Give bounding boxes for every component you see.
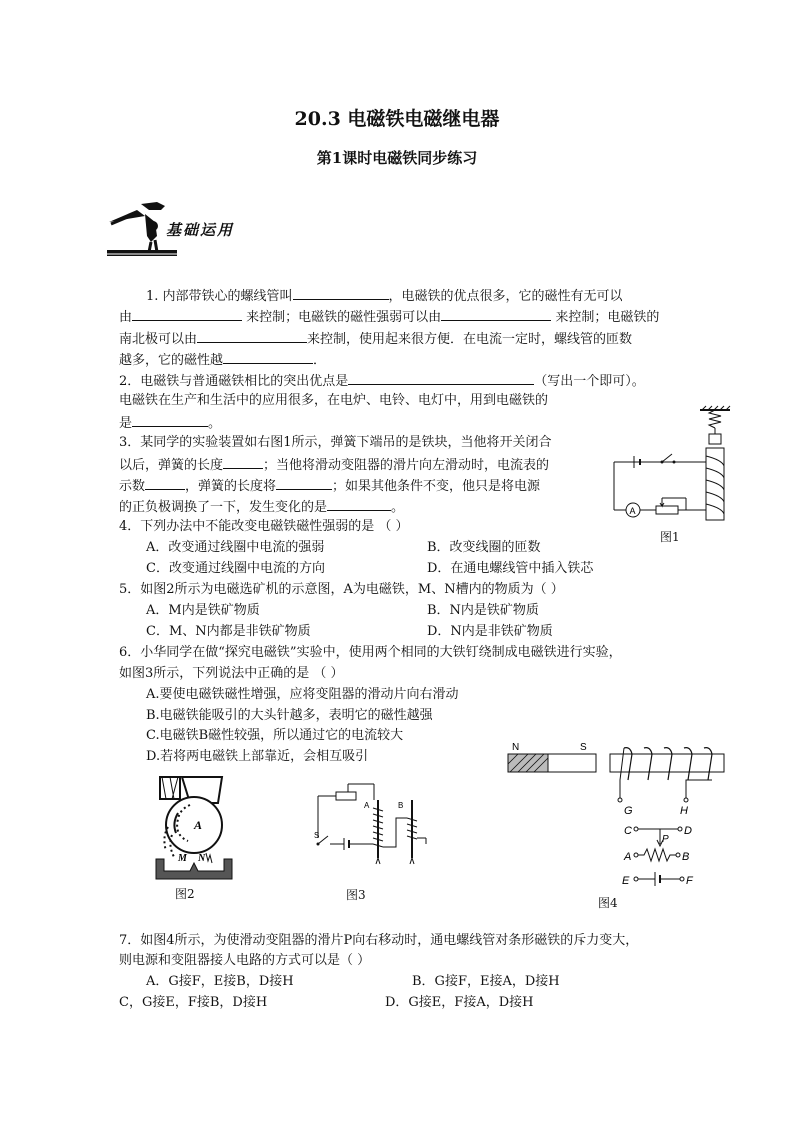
answer-blank bbox=[293, 286, 389, 300]
q2-text: 是 bbox=[119, 416, 133, 431]
q7-option-a: A．G接F，E接B，D接H bbox=[146, 974, 294, 989]
q3-text: ；如果其他条件不变，他只是将电源 bbox=[332, 479, 541, 494]
q3-text: 的正负极调换了一下，发生变化的是 bbox=[119, 500, 328, 515]
q3-line4 bbox=[119, 497, 404, 517]
q1-text: 由 bbox=[119, 310, 133, 325]
q6-line1: 6．小华同学在做“探究电磁铁”实验中，使用两个相同的大铁钉绕制成电磁铁进行实验， bbox=[119, 645, 622, 660]
answer-blank bbox=[348, 371, 534, 385]
fig4-label-p: P bbox=[662, 834, 669, 845]
q1-line3 bbox=[119, 329, 632, 349]
q7-option-b: B．G接F，E接A，D接H bbox=[412, 974, 560, 989]
fig4-label-a: A bbox=[624, 851, 632, 863]
q3-line3 bbox=[119, 476, 540, 496]
q5-option-c: C．M、N内都是非铁矿物质 bbox=[146, 624, 311, 639]
answer-blank bbox=[132, 307, 242, 321]
figure-3-caption: 图3 bbox=[346, 888, 366, 902]
q3-line2 bbox=[119, 455, 549, 475]
fig3-label-s: S bbox=[314, 831, 320, 840]
figure-2-caption: 图2 bbox=[175, 887, 195, 901]
fig4-label-s: S bbox=[580, 742, 587, 753]
answer-blank bbox=[327, 497, 391, 511]
q3-text: ；当他将滑动变阻器的滑片向左滑动时，电流表的 bbox=[263, 458, 550, 473]
answer-blank bbox=[145, 476, 185, 490]
figure-1-circuit bbox=[600, 408, 740, 526]
fig1-ammeter-label: A bbox=[629, 506, 636, 516]
q1-line2 bbox=[119, 307, 659, 327]
figure-1-caption: 图1 bbox=[660, 530, 680, 544]
q7-line2: 则电源和变阻器接人电路的方式可以是（ ） bbox=[119, 953, 371, 968]
q7-option-c: C，G接E，F接B，D接H bbox=[119, 995, 268, 1010]
q7-option-d: D．G接E，F接A，D接H bbox=[385, 995, 534, 1010]
q3-line1: 3．某同学的实验装置如右图1所示，弹簧下端吊的是铁块，当他将开关闭合 bbox=[119, 435, 552, 450]
q1-text: ，电磁铁的优点很多，它的磁性有无可以 bbox=[388, 289, 623, 304]
q6-option-a: A.要使电磁铁磁性增强，应将变阻器的滑动片向右滑动 bbox=[146, 687, 459, 702]
q6-line2: 如图3所示，下列说法中正确的是 （ ） bbox=[119, 666, 344, 681]
fig2-label-a: A bbox=[194, 818, 203, 832]
fig4-label-f: F bbox=[686, 875, 693, 887]
q5-stem: 5．如图2所示为电磁选矿机的示意图，A为电磁铁，M、N槽内的物质为（ ） bbox=[119, 582, 564, 597]
fig4-label-h: H bbox=[680, 805, 688, 817]
answer-blank bbox=[223, 455, 263, 469]
q4-stem: 4．下列办法中不能改变电磁铁磁性强弱的是 （ ） bbox=[119, 519, 409, 534]
answer-blank bbox=[197, 329, 307, 343]
q6-option-d: D.若将两电磁铁上部靠近，会相互吸引 bbox=[146, 749, 369, 764]
page-title: 20.3 电磁铁电磁继电器 bbox=[294, 108, 500, 130]
q5-option-b: B．N内是铁矿物质 bbox=[427, 603, 539, 618]
q2-line3 bbox=[119, 413, 221, 433]
figure-3-circuit bbox=[306, 778, 436, 882]
q1-line4 bbox=[119, 350, 326, 370]
q2-text: 2．电磁铁与普通磁铁相比的突出优点是 bbox=[119, 374, 349, 389]
q4-option-a: A．改变通过线圈中电流的强弱 bbox=[146, 540, 325, 555]
q1-text: ． bbox=[313, 353, 327, 368]
q1-text: 越多，它的磁性越 bbox=[119, 353, 224, 368]
figure-4-circuit bbox=[500, 740, 740, 890]
q6-option-b: B.电磁铁能吸引的大头针越多，表明它的磁性越强 bbox=[146, 708, 433, 723]
fig4-label-e: E bbox=[622, 875, 630, 887]
q1-text: 来控制，使用起来很方便．在电流一定时，螺线管的匝数 bbox=[307, 332, 633, 347]
q2-line2: 电磁铁在生产和生活中的应用很多，在电炉、电铃、电灯中，用到电磁铁的 bbox=[119, 393, 549, 408]
section-badge: 基础运用 bbox=[166, 221, 235, 239]
q2-text: （写出一个即可）。 bbox=[534, 374, 645, 389]
fig4-label-n: N bbox=[512, 742, 520, 753]
figure-2-separator bbox=[150, 775, 238, 883]
q5-option-a: A．M内是铁矿物质 bbox=[146, 603, 260, 618]
answer-blank bbox=[276, 476, 332, 490]
q3-text: 以后，弹簧的长度 bbox=[119, 458, 224, 473]
answer-blank bbox=[132, 413, 208, 427]
fig2-label-m: M bbox=[178, 853, 187, 864]
answer-blank bbox=[223, 350, 313, 364]
q2-text: 。 bbox=[208, 416, 222, 431]
fig4-label-c: C bbox=[624, 825, 632, 837]
q3-text: 。 bbox=[391, 500, 405, 515]
q2-line1 bbox=[119, 371, 645, 391]
q5-option-d: D．N内是非铁矿物质 bbox=[427, 624, 553, 639]
q4-option-d: D．在通电螺线管中插入铁芯 bbox=[427, 561, 594, 576]
figure-4-caption: 图4 bbox=[598, 896, 618, 910]
q4-option-c: C．改变通过线圈中电流的方向 bbox=[146, 561, 325, 576]
fig3-label-b: B bbox=[398, 801, 404, 810]
fig3-label-a: A bbox=[364, 801, 370, 810]
fig4-label-d: D bbox=[684, 825, 692, 837]
page-subtitle: 第1课时电磁铁同步练习 bbox=[316, 149, 478, 167]
q1-text: 南北极可以由 bbox=[119, 332, 198, 347]
q7-line1: 7．如图4所示，为使滑动变阻器的滑片P向右移动时，通电螺线管对条形磁铁的斥力变大， bbox=[119, 933, 639, 948]
fig2-label-n: N bbox=[198, 853, 206, 864]
q3-text: 示数 bbox=[119, 479, 146, 494]
q1-text: 来控制；电磁铁的磁性强弱可以由 bbox=[246, 310, 442, 325]
fig4-label-b: B bbox=[682, 851, 690, 863]
q3-text: ，弹簧的长度将 bbox=[185, 479, 277, 494]
q1-text: 1. 内部带铁心的螺线管叫 bbox=[146, 289, 293, 304]
q1-line1 bbox=[146, 286, 623, 306]
q4-option-b: B．改变线圈的匝数 bbox=[427, 540, 541, 555]
q1-text: 来控制；电磁铁的 bbox=[555, 310, 660, 325]
fig4-label-g: G bbox=[624, 805, 633, 817]
answer-blank bbox=[441, 307, 551, 321]
q6-option-c: C.电磁铁B磁性较强，所以通过它的电流较大 bbox=[146, 728, 404, 743]
